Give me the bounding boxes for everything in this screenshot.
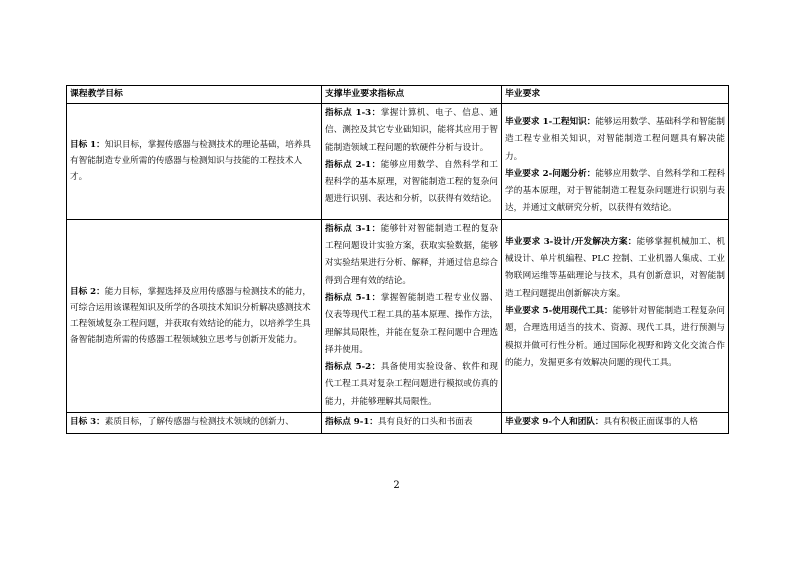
goal-text: 能力目标，掌握选择及应用传感器与检测技术的能力，可综合运用该课程知识及所学的各项技术知识分析解决感测技术工程领域复杂工程问题，并获取有效结论的能力，以培养学生具备智能制造所需的传感器工程领域独立思考与创新开发能力。 [70,286,312,345]
indicator-text: 掌握计算机、电子、信息、通信、测控及其它专业础知识，能将其应用于智能制造领域工程问题的软硬件分析与设计。 [325,108,498,153]
goal-cell [67,104,322,220]
requirement-text: 具有积极正面谋事的人格 [603,417,699,428]
requirement-text: 能够针对智能制造工程复杂问题，合理选用适当的技术、资源、现代工具，进行预测与模拟并做可行性分析。通过国际化视野和跨文化交流合作的能力，发掘更多有效解决问题的现代工具。 [505,305,725,368]
goal-cell [67,413,322,434]
requirements-table [66,85,728,465]
indicator-label: 指标点 9-1： [325,417,378,428]
header-cell: 毕业要求 [502,86,729,104]
requirement-label: 毕业要求 9-个人和团队： [505,417,604,428]
requirement-label: 毕业要求 2-问题分析： [505,168,596,179]
table-row [67,104,729,220]
table-row [67,413,729,434]
page-number: 2 [393,480,400,491]
header-cell: 支撑毕业要求指标点 [322,86,502,104]
header-cell: 课程教学目标 [67,86,322,104]
goal-label: 目标 1： [70,140,105,151]
requirement-cell [502,104,729,220]
table-row [67,219,729,412]
goal-text: 素质目标，了解传感器与检测技术领域的创新力、 [104,417,294,428]
goal-label: 目标 2： [70,286,105,297]
requirement-text: 能够掌握机械加工、机械设计、单片机编程、PLC 控制、工业机器人集成、工业物联网运维等基础理论与技术，具有创新意识，对智能制造工程问题提出创新解决方案。 [505,236,725,299]
requirement-label: 毕业要求 1-工程知识： [505,117,596,127]
goal-cell [67,219,322,412]
goal-label: 目标 3： [70,417,105,428]
indicator-text: 具有良好的口头和书面表 [377,417,473,428]
requirement-cell [502,219,729,412]
indicator-label: 指标点 2-1： [325,159,381,170]
requirement-cell [502,413,729,434]
indicator-label: 指标点 5-2： [325,362,381,373]
indicator-cell [322,413,502,434]
indicator-text: 能够应用数学、自然科学和工程科学的基本原理，对智能制造工程的复杂问题进行识别、表达和分析，以获得有效结论。 [325,159,498,205]
goal-text: 知识目标，掌握传感器与检测技术的理论基础，培养具有智能制造专业所需的传感器与检测知识与技能的工程技术人才。 [70,140,312,183]
table-header-row [67,86,729,104]
indicator-cell [322,104,502,220]
requirement-label: 毕业要求 3-设计/开发解决方案： [505,236,637,247]
requirement-label: 毕业要求 5-使用现代工具： [505,305,613,316]
indicator-cell [322,219,502,412]
requirement-text: 能够运用数学、基础科学和智能制造工程专业相关知识，对智能制造工程问题具有解决能力。 [505,117,725,162]
indicator-label: 指标点 5-1： [325,292,381,303]
indicator-text: 能够针对智能制造工程的复杂工程问题设计实验方案，获取实验数据，能够对实验结果进行分析、解释，并通过信息综合得到合理有效的结论。 [325,223,498,286]
requirement-text: 能够应用数学、自然科学和工程科学的基本原理，对于智能制造工程复杂问题进行识别与表达，并通过文献研究分析，以获得有效结论。 [505,168,725,214]
indicator-text: 具备使用实验设备、软件和现代工程工具对复杂工程问题进行模拟或仿真的能力，并能够理解其局限性。 [325,362,498,407]
indicator-text: 掌握智能制造工程专业仪器、仪表等现代工程工具的基本原理、操作方法，理解其局限性，并能在复杂工程问题中合理选择并使用。 [325,292,498,355]
indicator-label: 指标点 3-1： [325,223,381,234]
indicator-label: 指标点 1-3： [325,108,381,118]
